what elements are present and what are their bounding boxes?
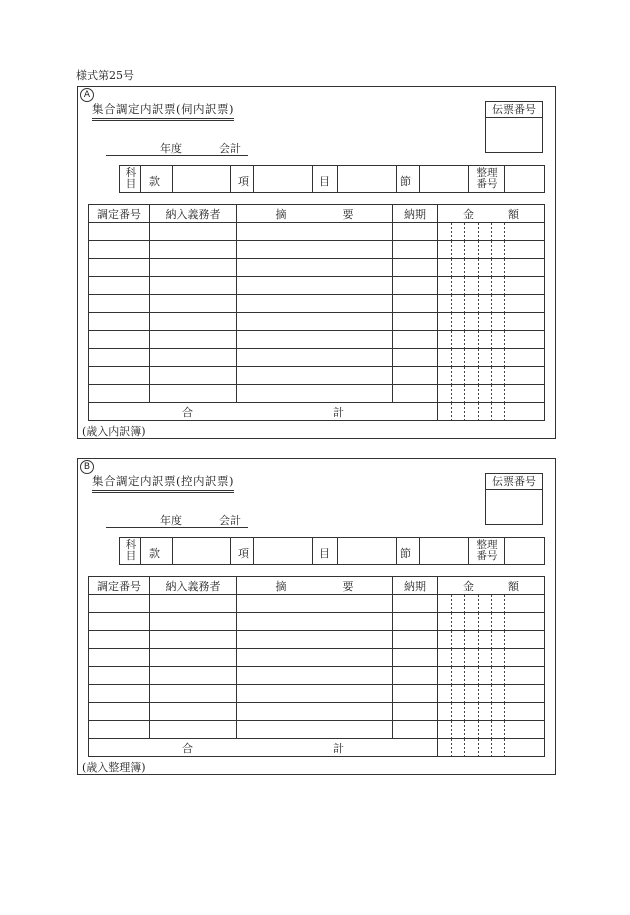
table-row [89,223,545,241]
amount-cell[interactable] [438,595,545,613]
code-cell[interactable] [89,613,150,631]
header-amount [438,205,545,223]
header-payer: 納入義務者 [150,577,237,595]
due-cell[interactable] [393,331,438,349]
amount-cell[interactable] [438,613,545,631]
summary-cell[interactable] [237,223,393,241]
amount-cell[interactable] [438,295,545,313]
form-section-b [77,458,556,775]
summary-cell[interactable] [237,349,393,367]
kou-label: 項 [238,547,249,560]
code-cell[interactable] [89,649,150,667]
header-due: 納期 [393,577,438,595]
form-section-a [77,86,556,439]
payer-cell[interactable] [150,313,237,331]
summary-cell[interactable] [237,331,393,349]
code-cell[interactable] [89,313,150,331]
summary-cell[interactable] [237,259,393,277]
code-cell[interactable] [89,721,150,739]
setsu-label: 節 [400,175,411,188]
due-cell[interactable] [393,367,438,385]
summary-cell[interactable] [237,649,393,667]
voucher-number-label: 伝票番号 [486,102,542,118]
code-cell[interactable] [89,595,150,613]
voucher-number-box[interactable] [485,101,543,153]
section-marker-b: B [80,460,94,474]
table-row [89,259,545,277]
due-cell[interactable] [393,649,438,667]
fiscal-year-label: 年度 [160,514,182,527]
table-row [89,613,545,631]
table-row [89,703,545,721]
setsu-field[interactable] [419,538,420,564]
header-amount-a: 金 [463,207,474,221]
payer-cell[interactable] [150,631,237,649]
due-cell[interactable] [393,223,438,241]
header-amount-b: 額 [508,579,519,593]
header-amount [438,577,545,595]
total-amount-cell[interactable] [438,739,545,757]
total-label-left: 合 [182,405,193,419]
kan-label: 款 [149,175,160,188]
due-cell[interactable] [393,295,438,313]
payer-cell[interactable] [150,703,237,721]
voucher-number-label: 伝票番号 [486,474,542,490]
account-label: 会計 [219,142,241,155]
moku-field[interactable] [337,538,338,564]
payer-cell[interactable] [150,331,237,349]
seiri-label-2: 番号 [476,178,498,190]
due-cell[interactable] [393,703,438,721]
table-row [89,313,545,331]
table-row [89,685,545,703]
header-code: 調定番号 [89,577,150,595]
amount-cell[interactable] [438,721,545,739]
code-cell[interactable] [89,685,150,703]
kou-field[interactable] [253,166,254,192]
payer-cell[interactable] [150,385,237,403]
account-label: 会計 [219,514,241,527]
summary-cell[interactable] [237,295,393,313]
header-payer: 納入義務者 [150,205,237,223]
detail-table [88,204,545,421]
subject-label-2: 目 [125,550,137,562]
due-cell[interactable] [393,313,438,331]
summary-cell[interactable] [237,613,393,631]
section-footer: (歳入整理簿) [82,761,146,774]
seiri-label [472,540,502,562]
header-amount-a: 金 [463,579,474,593]
code-cell[interactable] [89,331,150,349]
code-cell[interactable] [89,223,150,241]
payer-cell[interactable] [150,349,237,367]
code-cell[interactable] [89,703,150,721]
payer-cell[interactable] [150,595,237,613]
kan-field[interactable] [172,538,173,564]
payer-cell[interactable] [150,367,237,385]
summary-cell[interactable] [237,685,393,703]
table-row [89,367,545,385]
table-row [89,721,545,739]
payer-cell[interactable] [150,721,237,739]
detail-rows [89,223,545,403]
table-row [89,649,545,667]
due-cell[interactable] [393,595,438,613]
fiscal-year-line[interactable] [106,511,248,528]
due-cell[interactable] [393,667,438,685]
table-row [89,277,545,295]
seiri-label-2: 番号 [476,550,498,562]
seiri-label-1: 整理 [476,167,498,179]
total-label [89,403,438,421]
summary-cell[interactable] [237,667,393,685]
due-cell[interactable] [393,349,438,367]
form-number: 様式第25号 [76,69,134,82]
payer-cell[interactable] [150,241,237,259]
code-cell[interactable] [89,295,150,313]
header-amount-b: 額 [508,207,519,221]
fiscal-year-line[interactable] [106,139,248,156]
table-row [89,349,545,367]
code-cell[interactable] [89,277,150,295]
due-cell[interactable] [393,631,438,649]
header-code: 調定番号 [89,205,150,223]
payer-cell[interactable] [150,613,237,631]
amount-cell[interactable] [438,667,545,685]
summary-cell[interactable] [237,313,393,331]
header-due: 納期 [393,205,438,223]
moku-field[interactable] [337,166,338,192]
amount-cell[interactable] [438,685,545,703]
amount-cell[interactable] [438,277,545,295]
table-row [89,667,545,685]
table-row [89,295,545,313]
due-cell[interactable] [393,385,438,403]
summary-cell[interactable] [237,721,393,739]
amount-cell[interactable] [438,223,545,241]
amount-cell[interactable] [438,331,545,349]
setsu-label: 節 [400,547,411,560]
kou-field[interactable] [253,538,254,564]
amount-cell[interactable] [438,259,545,277]
moku-label: 目 [319,547,330,560]
seiri-label-1: 整理 [476,539,498,551]
detail-rows [89,595,545,739]
kan-field[interactable] [172,166,173,192]
due-cell[interactable] [393,613,438,631]
header-summary [237,577,393,595]
due-cell[interactable] [393,277,438,295]
table-row [89,385,545,403]
amount-cell[interactable] [438,313,545,331]
table-row [89,331,545,349]
amount-cell[interactable] [438,703,545,721]
table-row [89,631,545,649]
table-header-row [89,205,545,223]
table-header-row [89,577,545,595]
kan-label: 款 [149,547,160,560]
total-row [89,739,545,757]
table-row [89,241,545,259]
summary-cell[interactable] [237,277,393,295]
code-cell[interactable] [89,367,150,385]
due-cell[interactable] [393,259,438,277]
due-cell[interactable] [393,241,438,259]
total-row [89,403,545,421]
header-summary-a: 摘 [275,579,287,593]
payer-cell[interactable] [150,223,237,241]
kou-label: 項 [238,175,249,188]
code-cell[interactable] [89,667,150,685]
summary-cell[interactable] [237,631,393,649]
seiri-label [472,168,502,190]
summary-cell[interactable] [237,367,393,385]
total-amount-cell[interactable] [438,403,545,421]
seiri-field[interactable] [504,538,505,564]
due-cell[interactable] [393,721,438,739]
code-cell[interactable] [89,241,150,259]
account-classification-row [119,537,545,565]
summary-cell[interactable] [237,385,393,403]
subject-label [122,168,140,190]
code-cell[interactable] [89,631,150,649]
due-cell[interactable] [393,685,438,703]
payer-cell[interactable] [150,259,237,277]
payer-cell[interactable] [150,667,237,685]
code-cell[interactable] [89,385,150,403]
table-row [89,595,545,613]
payer-cell[interactable] [150,649,237,667]
subject-label-1: 科 [125,539,137,551]
payer-cell[interactable] [150,277,237,295]
amount-cell[interactable] [438,385,545,403]
header-summary-b: 要 [342,207,354,221]
amount-cell[interactable] [438,367,545,385]
total-label-right: 計 [333,741,344,755]
code-cell[interactable] [89,259,150,277]
payer-cell[interactable] [150,685,237,703]
setsu-field[interactable] [419,166,420,192]
section-marker-a: A [80,88,94,102]
amount-cell[interactable] [438,241,545,259]
code-cell[interactable] [89,349,150,367]
subject-label [122,540,140,562]
summary-cell[interactable] [237,703,393,721]
summary-cell[interactable] [237,241,393,259]
fiscal-year-label: 年度 [160,142,182,155]
summary-cell[interactable] [237,595,393,613]
section-title: 集合調定内訳票(伺内訳票) [92,101,234,119]
total-label-left: 合 [182,741,193,755]
section-footer: (歳入内訳簿) [82,425,146,438]
amount-cell[interactable] [438,631,545,649]
total-label [89,739,438,757]
amount-cell[interactable] [438,649,545,667]
amount-cell[interactable] [438,349,545,367]
total-label-right: 計 [333,405,344,419]
header-summary-a: 摘 [275,207,287,221]
section-title: 集合調定内訳票(控内訳票) [92,473,234,491]
subject-label-1: 科 [125,167,137,179]
header-summary [237,205,393,223]
account-classification-row [119,165,545,193]
payer-cell[interactable] [150,295,237,313]
voucher-number-box[interactable] [485,473,543,525]
seiri-field[interactable] [504,166,505,192]
moku-label: 目 [319,175,330,188]
subject-label-2: 目 [125,178,137,190]
detail-table [88,576,545,757]
header-summary-b: 要 [342,579,354,593]
